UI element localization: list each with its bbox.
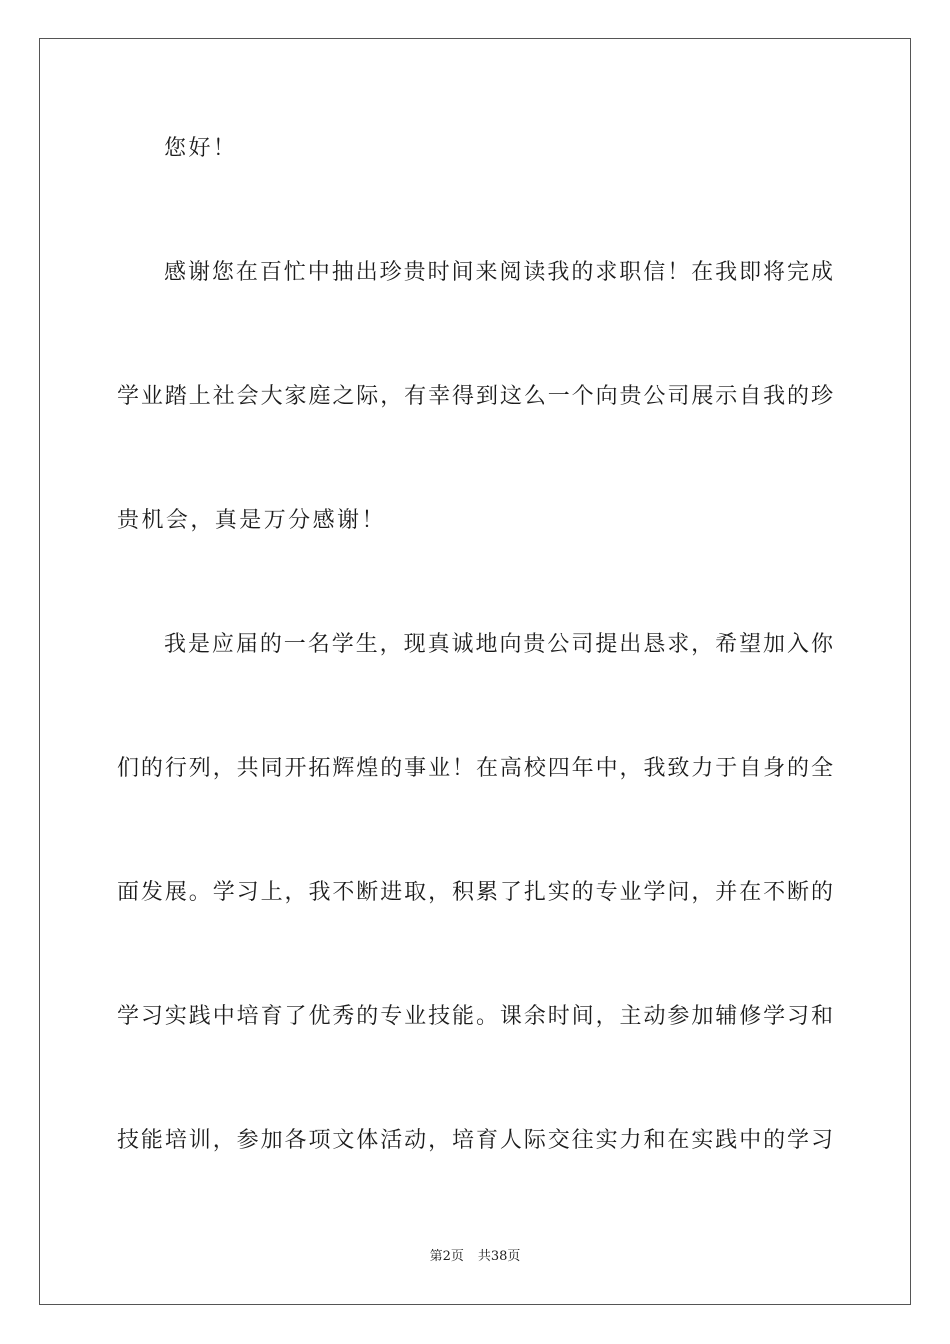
body-line-5: 们的行列，共同开拓辉煌的事业！在高校四年中，我致力于自身的全 [117, 756, 833, 781]
body-line-7: 学习实践中培育了优秀的专业技能。课余时间，主动参加辅修学习和 [117, 1004, 833, 1029]
body-line-6: 面发展。学习上，我不断进取，积累了扎实的专业学问，并在不断的 [117, 880, 833, 905]
body-line-2: 学业踏上社会大家庭之际，有幸得到这么一个向贵公司展示自我的珍 [117, 384, 833, 409]
total-pages: 共38页 [477, 1249, 521, 1264]
body-line-4: 我是应届的一名学生，现真诚地向贵公司提出恳求，希望加入你 [164, 632, 833, 657]
page-number: 第2页 [429, 1249, 464, 1264]
body-line-1: 感谢您在百忙中抽出珍贵时间来阅读我的求职信！在我即将完成 [164, 260, 833, 285]
greeting-line: 您好！ [164, 136, 238, 161]
page-border [39, 38, 911, 1305]
body-line-8: 技能培训，参加各项文体活动，培育人际交往实力和在实践中的学习 [117, 1128, 833, 1153]
body-line-3: 贵机会，真是万分感谢！ [117, 508, 386, 533]
page-footer [0, 1248, 950, 1266]
